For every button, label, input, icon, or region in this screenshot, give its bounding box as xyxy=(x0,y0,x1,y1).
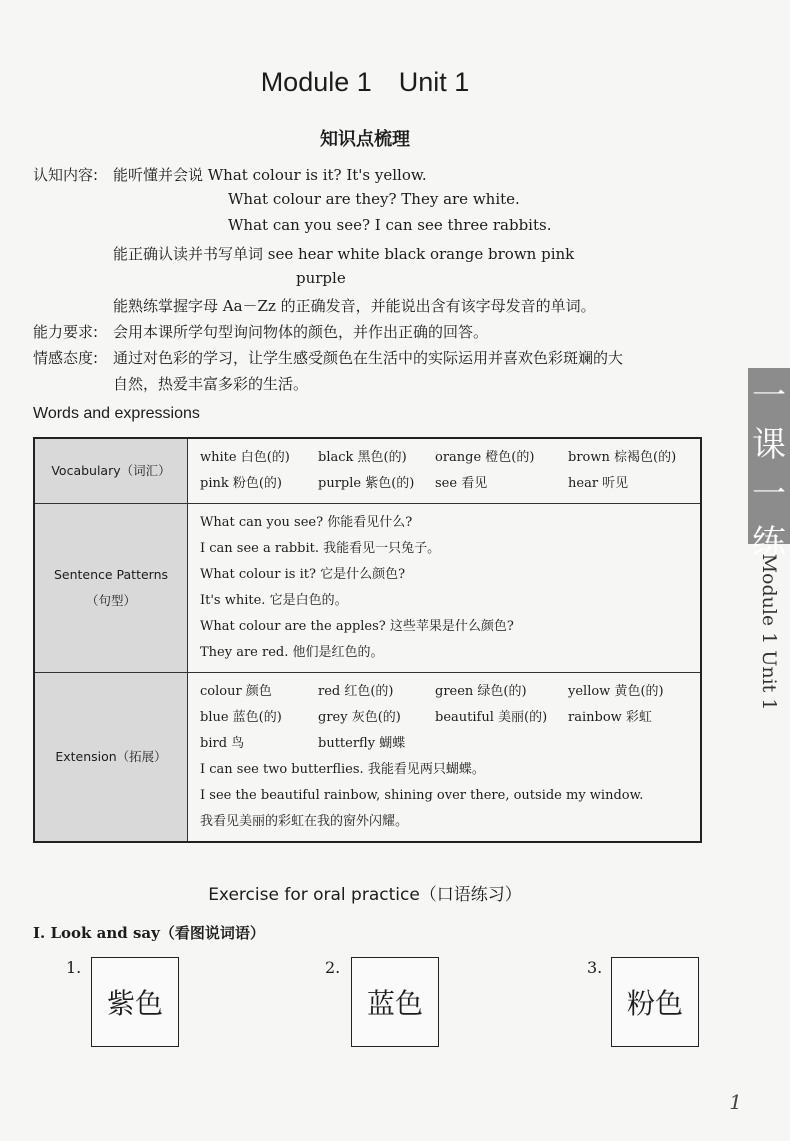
extension-item: colour 颜色 xyxy=(200,684,272,699)
extension-line: 我看见美丽的彩虹在我的窗外闪耀。 xyxy=(200,814,409,829)
extension-item: red 红色(的) xyxy=(318,684,394,699)
vocab-item: orange 橙色(的) xyxy=(435,450,535,465)
words-heading: Words and expressions xyxy=(33,405,200,422)
cognitive-line-2: What colour are they? They are white. xyxy=(228,190,520,208)
vocab-item: see 看见 xyxy=(435,476,488,491)
card-text: 紫色 xyxy=(106,987,163,1020)
extension-item: rainbow 彩虹 xyxy=(568,710,652,725)
side-tab xyxy=(748,368,790,563)
color-card-purple xyxy=(91,957,179,1047)
cognitive-line-3: What can you see? I can see three rabbits. xyxy=(228,216,552,234)
sentence-line: What colour is it? 它是什么颜色? xyxy=(200,567,406,582)
exercise-title: Exercise for oral practice（口语练习） xyxy=(208,885,522,905)
vocab-item: hear 听见 xyxy=(568,476,629,491)
vocab-item: black 黑色(的) xyxy=(318,450,407,465)
vocab-item: brown 棕褐色(的) xyxy=(568,450,677,465)
card-number: 1. xyxy=(66,958,82,977)
section-subtitle: 知识点梳理 xyxy=(320,129,410,150)
emotion-text: 通过对色彩的学习，让学生感受颜色在生活中的实际运用并喜欢色彩斑斓的大 xyxy=(113,349,624,367)
ability-text: 会用本课所学句型询问物体的颜色，并作出正确的回答。 xyxy=(113,323,489,341)
cognitive-label: 认知内容: xyxy=(33,166,99,184)
page-title: Module 1 Unit 1 xyxy=(260,67,470,97)
side-tab-char: 一 xyxy=(752,474,786,514)
sentence-line: What colour are the apples? 这些苹果是什么颜色? xyxy=(200,619,514,634)
emotion-label: 情感态度: xyxy=(33,349,99,367)
card-text: 粉色 xyxy=(626,987,683,1020)
extension-item: yellow 黄色(的) xyxy=(568,684,664,699)
sentence-category xyxy=(34,504,188,673)
side-tab-char: 练 xyxy=(752,523,786,563)
sentence-line: It's white. 它是白色的。 xyxy=(200,593,348,608)
color-card-pink xyxy=(611,957,699,1047)
vocabulary-category: Vocabulary（词汇） xyxy=(34,438,188,504)
card-number: 2. xyxy=(325,958,341,977)
cognitive-line-1: 能听懂并会说 What colour is it? It's yellow. xyxy=(113,166,427,184)
extension-line: I can see two butterflies. 我能看见两只蝴蝶。 xyxy=(200,762,485,777)
extension-item: green 绿色(的) xyxy=(435,684,527,699)
table-row xyxy=(34,504,701,673)
card-number: 3. xyxy=(587,958,603,977)
exercise-section-heading: I. Look and say（看图说词语） xyxy=(33,924,265,942)
extension-item: butterfly 蝴蝶 xyxy=(318,736,406,751)
card-text: 蓝色 xyxy=(366,987,423,1020)
sentence-category-label-cn: （句型） xyxy=(85,593,136,608)
extension-item: beautiful 美丽(的) xyxy=(435,710,548,725)
extension-category: Extension（拓展） xyxy=(34,673,188,843)
side-tab-char: 一 xyxy=(752,376,786,416)
side-module-unit xyxy=(752,552,786,712)
sentence-line: I can see a rabbit. 我能看见一只兔子。 xyxy=(200,541,441,556)
sentence-content xyxy=(188,504,702,673)
ability-label: 能力要求: xyxy=(33,323,99,341)
side-module-unit-text: Module 1 Unit 1 xyxy=(758,553,780,711)
table-row xyxy=(34,673,701,843)
table-row xyxy=(34,438,701,504)
vocabulary-table xyxy=(33,437,702,843)
page-number: 1 xyxy=(729,1090,742,1114)
extension-line: I see the beautiful rainbow, shining over there, outside my window. xyxy=(200,788,644,803)
words-line: 能正确认读并书写单词 see hear white black orange brown pink xyxy=(113,245,575,263)
vocab-item: white 白色(的) xyxy=(200,450,290,465)
vocab-item: pink 粉色(的) xyxy=(200,476,283,491)
sentence-category-label: Sentence Patterns xyxy=(53,567,169,582)
extension-content xyxy=(188,673,702,843)
extension-item: grey 灰色(的) xyxy=(318,710,401,725)
sentence-line: What can you see? 你能看见什么? xyxy=(200,515,413,530)
color-card-blue xyxy=(351,957,439,1047)
letters-line: 能熟练掌握字母 Aa－Zz 的正确发音，并能说出含有该字母发音的单词。 xyxy=(113,297,596,315)
emotion-text-2: 自然，热爱丰富多彩的生活。 xyxy=(113,375,309,393)
extension-item: bird 鸟 xyxy=(200,736,245,751)
extension-item: blue 蓝色(的) xyxy=(200,710,282,725)
words-line-2: purple xyxy=(296,269,346,287)
vocab-item: purple 紫色(的) xyxy=(318,476,415,491)
sentence-line: They are red. 他们是红色的。 xyxy=(200,645,384,660)
side-tab-char: 课 xyxy=(752,425,786,465)
vocabulary-content xyxy=(188,438,702,504)
